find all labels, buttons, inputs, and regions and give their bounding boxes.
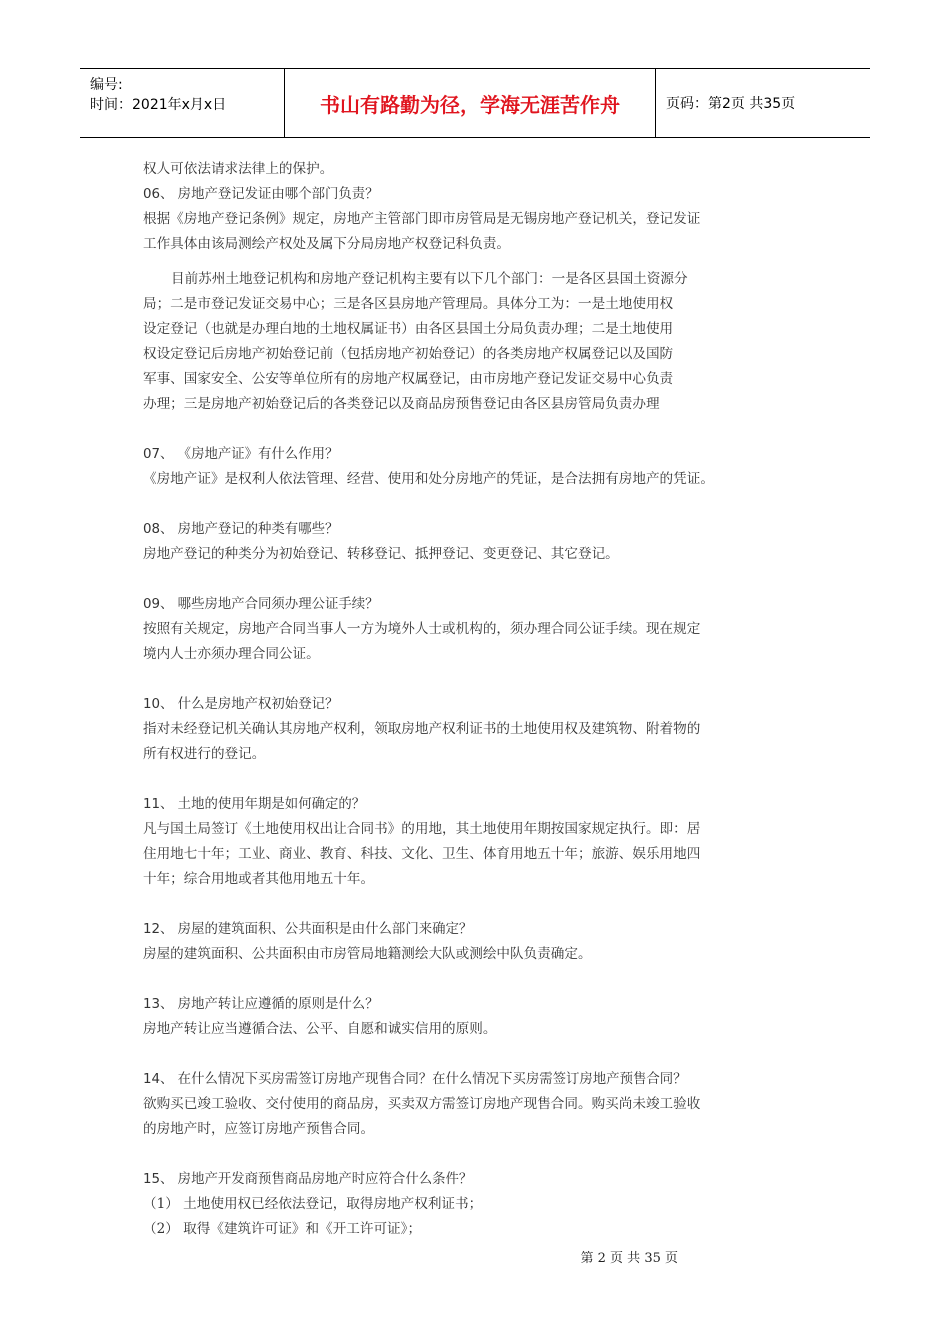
body-line: 设定登记（也就是办理白地的土地权属证书）由各区县国土分局负责办理；二是土地使用 (143, 321, 674, 337)
header-motto: 书山有路勤为径，学海无涯苦作舟 (285, 69, 656, 137)
body-line: 房地产转让应当遵循合法、公平、自愿和诚实信用的原则。 (143, 1021, 497, 1037)
question-heading: 12、 房屋的建筑面积、公共面积是由什么部门来确定？ (143, 922, 473, 937)
body-line: 住用地七十年；工业、商业、教育、科技、文化、卫生、体育用地五十年；旅游、娱乐用地四 (143, 846, 701, 862)
question-heading: 14、 在什么情况下买房需签订房地产现售合同？在什么情况下买房需签订房地产预售合同？ (143, 1072, 687, 1087)
question-heading: 08、 房地产登记的种类有哪些？ (143, 522, 339, 537)
body-line: 房屋的建筑面积、公共面积由市房管局地籍测绘大队或测绘中队负责确定。 (143, 946, 592, 962)
body-line: 按照有关规定，房地产合同当事人一方为境外人士或机构的，须办理合同公证手续。现在规定 (143, 621, 701, 637)
document-date: 时间：2021年x月x日 (90, 97, 227, 113)
body-line: 权设定登记后房地产初始登记前（包括房地产初始登记）的各类房地产权属登记以及国防 (143, 346, 674, 362)
body-line: 《房地产证》是权利人依法管理、经营、使用和处分房地产的凭证，是合法拥有房地产的凭证。 (143, 471, 714, 487)
body-line: 办理；三是房地产初始登记后的各类登记以及商品房预售登记由各区县房管局负责办理 (143, 396, 660, 412)
list-item: （1） 土地使用权已经依法登记，取得房地产权利证书； (143, 1196, 483, 1212)
document-code-label: 编号: (90, 77, 123, 93)
body-line: 权人可依法请求法律上的保护。 (143, 161, 334, 177)
body-line: 凡与国土局签订《土地使用权出让合同书》的用地，其土地使用年期按国家规定执行。即：居 (143, 821, 701, 837)
body-line: 房地产登记的种类分为初始登记、转移登记、抵押登记、变更登记、其它登记。 (143, 546, 619, 562)
body-line: 指对未经登记机关确认其房地产权利，领取房地产权利证书的土地使用权及建筑物、附着物的 (143, 721, 701, 737)
question-heading: 13、 房地产转让应遵循的原则是什么？ (143, 997, 379, 1012)
body-line: 所有权进行的登记。 (143, 746, 266, 762)
body-line: 工作具体由该局测绘产权处及属下分局房地产权登记科负责。 (143, 236, 511, 252)
body-line: 根据《房地产登记条例》规定，房地产主管部门即市房管局是无锡房地产登记机关，登记发证 (143, 211, 701, 227)
body-line: 军事、国家安全、公安等单位所有的房地产权属登记，由市房地产登记发证交易中心负责 (143, 371, 674, 387)
question-heading: 15、 房地产开发商预售商品房地产时应符合什么条件？ (143, 1172, 473, 1187)
body-line: 的房地产时，应签订房地产预售合同。 (143, 1121, 375, 1137)
question-heading: 11、 土地的使用年期是如何确定的？ (143, 797, 366, 812)
page-footer: 第 2 页 共 35 页 (580, 1251, 678, 1266)
question-heading: 10、 什么是房地产权初始登记？ (143, 697, 339, 712)
header-page-info: 页码：第2页 共35页 (666, 96, 796, 112)
question-heading: 07、 《房地产证》有什么作用？ (143, 447, 339, 462)
question-heading: 06、 房地产登记发证由哪个部门负责？ (143, 187, 379, 202)
header-meta (80, 69, 285, 137)
list-item: （2） 取得《建筑许可证》和《开工许可证》； (143, 1221, 422, 1237)
body-line: 十年；综合用地或者其他用地五十年。 (143, 871, 375, 887)
body-line: 境内人士亦须办理合同公证。 (143, 646, 320, 662)
body-line: 局；二是市登记发证交易中心；三是各区县房地产管理局。具体分工为：一是土地使用权 (143, 296, 674, 312)
body-line: 目前苏州土地登记机构和房地产登记机构主要有以下几个部门：一是各区县国土资源分 (171, 271, 688, 287)
page-header (80, 68, 870, 138)
document-body (143, 157, 813, 1242)
body-line: 欲购买已竣工验收、交付使用的商品房，买卖双方需签订房地产现售合同。购买尚未竣工验收 (143, 1096, 701, 1112)
question-heading: 09、 哪些房地产合同须办理公证手续？ (143, 597, 379, 612)
